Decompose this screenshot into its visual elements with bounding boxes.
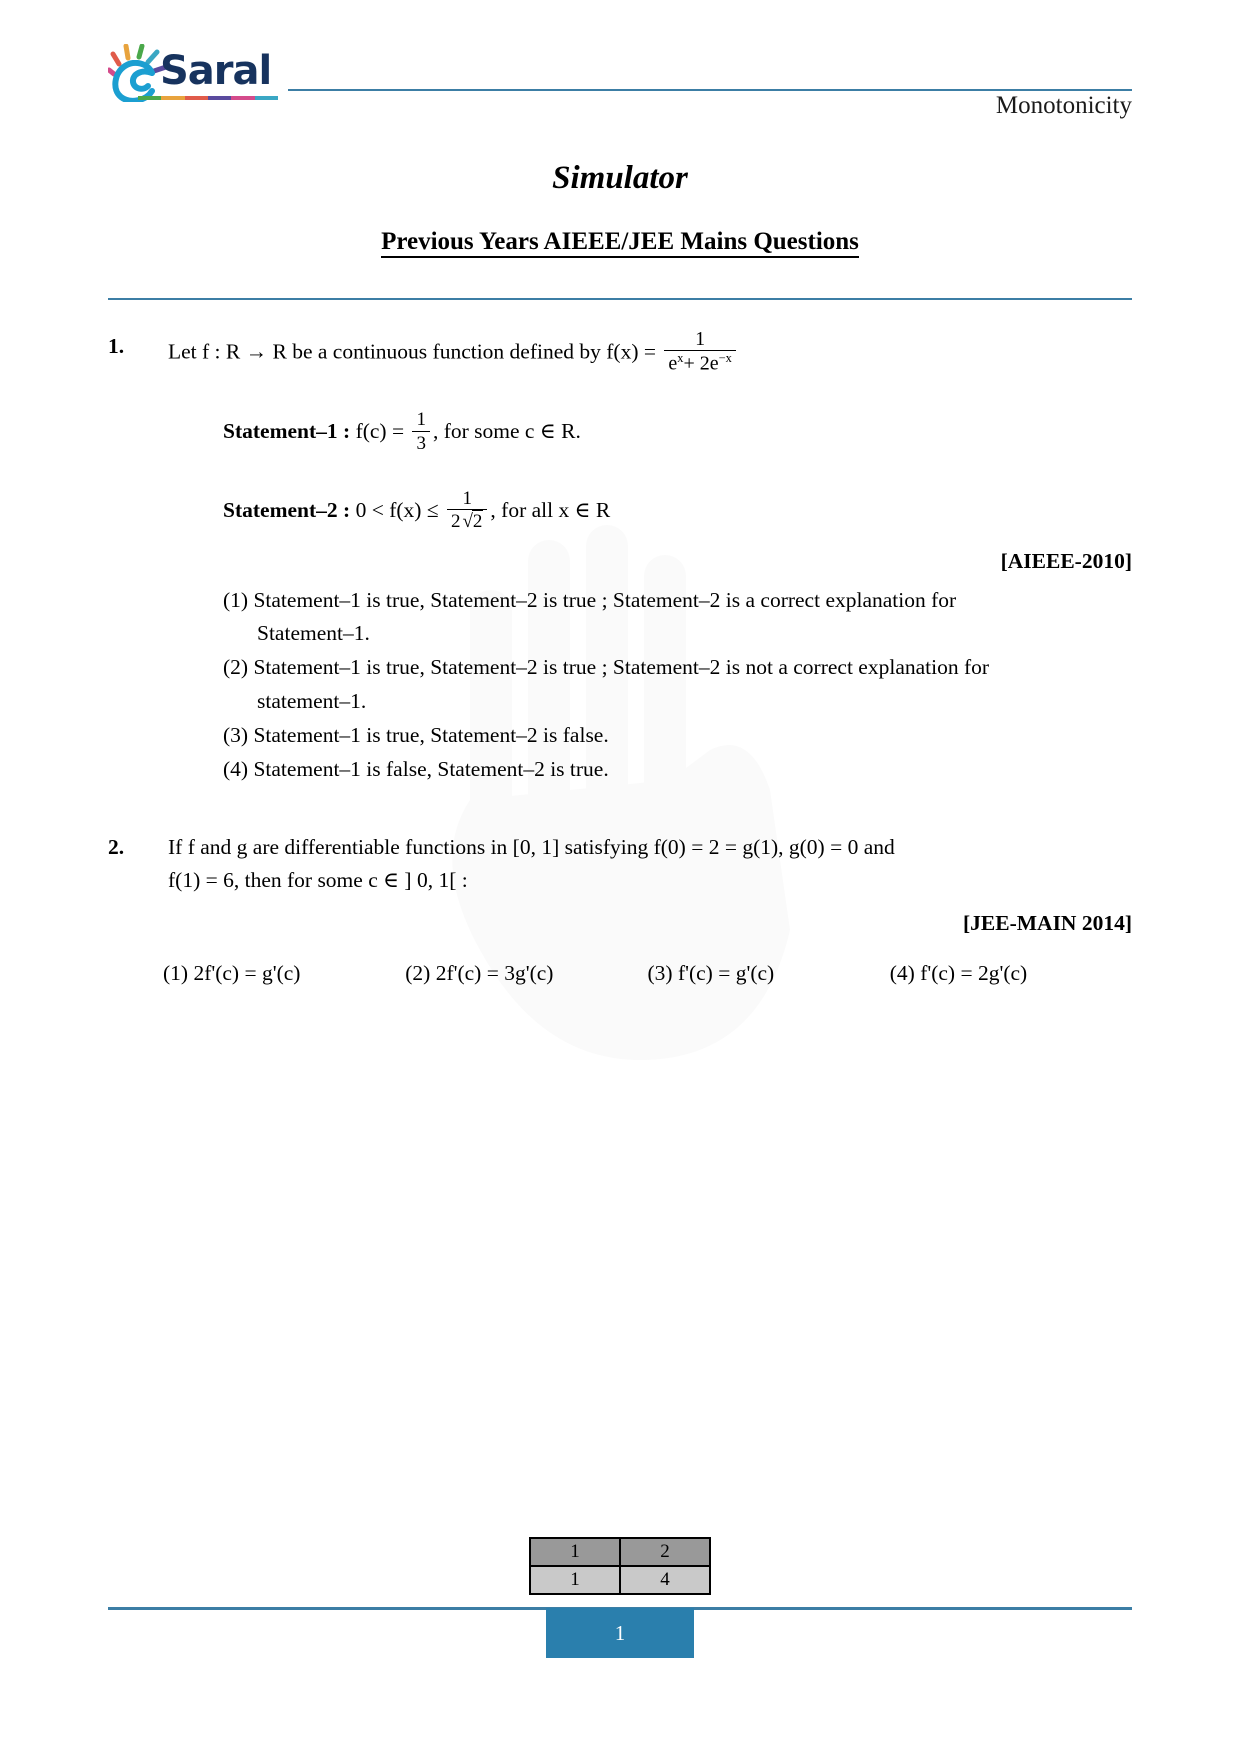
- question-2-options: [163, 957, 1132, 990]
- statement-1-frac-den: 3: [412, 431, 430, 454]
- den-op: + 2e: [683, 353, 719, 376]
- statement-1-pre: f(c) =: [355, 419, 405, 444]
- answer-key-question-number-1: 1: [530, 1538, 620, 1566]
- statement-2-frac-den: [447, 509, 487, 532]
- question-1: [108, 330, 1132, 787]
- page-number-badge: 1: [546, 1608, 694, 1658]
- statement-2-post: , for all x ∈ R: [490, 498, 611, 523]
- esaral-logo: [108, 44, 278, 102]
- header-divider: [288, 89, 1132, 91]
- q2-option-1[interactable]: (1) 2f'(c) = g'(c): [163, 960, 301, 985]
- statement-1-post: , for some c ∈ R.: [432, 419, 581, 444]
- q2-option-4[interactable]: (4) f'(c) = 2g'(c): [889, 960, 1028, 985]
- question-1-number: 1.: [108, 334, 125, 358]
- option-1-text-cont: Statement–1.: [257, 621, 370, 646]
- logo-color-bar: [138, 96, 278, 100]
- fraction-numerator: 1: [695, 328, 706, 350]
- statement-2-fraction: [447, 488, 487, 533]
- answer-key-answer-row: [530, 1566, 710, 1594]
- page-title: Simulator: [552, 160, 688, 196]
- statement-2-label: Statement–2 :: [223, 498, 351, 523]
- option-2-text: Statement–1 is true, Statement–2 is true ; Statement–2 is not a correct explanation for: [253, 655, 990, 680]
- right-arrow-icon: →: [245, 339, 268, 364]
- den-exp-1: x: [677, 351, 684, 366]
- question-1-source: [AIEEE-2010]: [1000, 548, 1132, 573]
- option-1-text: Statement–1 is true, Statement–2 is true ; Statement–2 is a correct explanation for: [253, 587, 957, 612]
- questions-container: [108, 330, 1132, 996]
- question-2: [108, 831, 1132, 990]
- answer-key-table: [529, 1537, 711, 1595]
- option-1[interactable]: [223, 584, 1132, 651]
- option-4[interactable]: [223, 753, 1132, 786]
- option-4-label: (4): [223, 757, 249, 782]
- den-base-1: e: [668, 353, 678, 376]
- option-2[interactable]: [223, 651, 1132, 718]
- chapter-title: Monotonicity: [995, 92, 1132, 119]
- den-prefix: 2: [450, 511, 461, 533]
- answer-key-header-row: [530, 1538, 710, 1566]
- option-3[interactable]: [223, 719, 1132, 752]
- q2-option-3[interactable]: (3) f'(c) = g'(c): [647, 960, 775, 985]
- answer-key-answer-1: 1: [530, 1566, 620, 1594]
- question-1-options: [223, 584, 1132, 787]
- logo-wordmark: Saral: [160, 48, 272, 94]
- question-1-stem-mid: R be a continuous function defined by f(x) =: [272, 339, 657, 364]
- question-1-stem-prefix: Let f : R: [168, 339, 241, 364]
- radical-icon: √: [462, 511, 473, 533]
- question-2-stem-line-2: f(1) = 6, then for some c ∈ ] 0, 1[ :: [168, 868, 468, 892]
- answer-key-answer-2: 4: [620, 1566, 710, 1594]
- title-divider: [108, 298, 1132, 300]
- radicand: 2: [472, 511, 483, 533]
- question-2-number: 2.: [108, 834, 125, 859]
- option-3-label: (3): [223, 723, 249, 748]
- page-subtitle: [0, 228, 1240, 256]
- question-2-stem-line-1: If f and g are differentiable functions in [0, 1] satisfying f(0) = 2 = g(1), g(0) = 0 and: [168, 834, 895, 859]
- statement-2-pre: 0 < f(x) ≤: [355, 498, 439, 523]
- answer-key-question-number-2: 2: [620, 1538, 710, 1566]
- question-1-statement-1: [223, 411, 1132, 456]
- statement-2-frac-num: 1: [462, 487, 472, 509]
- option-4-text: Statement–1 is false, Statement–2 is true.: [253, 757, 609, 782]
- option-3-text: Statement–1 is true, Statement–2 is false.: [253, 723, 609, 748]
- fraction-denominator: [664, 350, 735, 375]
- statement-1-fraction: [412, 409, 430, 454]
- statement-1-label: Statement–1 :: [223, 419, 351, 444]
- question-1-statement-2: [223, 487, 1132, 535]
- option-2-label: (2): [223, 655, 249, 680]
- option-1-label: (1): [223, 587, 249, 612]
- question-1-stem: [168, 330, 1132, 377]
- question-1-formula-fraction: [664, 328, 735, 375]
- page-subtitle-text: Previous Years AIEEE/JEE Mains Questions: [381, 228, 859, 258]
- statement-1-frac-num: 1: [416, 409, 426, 431]
- page-header: [0, 42, 1240, 119]
- sqrt-group: [460, 511, 483, 532]
- den-exp-2: −x: [718, 351, 732, 366]
- question-2-source: [JEE-MAIN 2014]: [963, 911, 1132, 936]
- q2-option-2[interactable]: (2) 2f'(c) = 3g'(c): [405, 960, 554, 985]
- option-2-text-cont: statement–1.: [257, 688, 367, 713]
